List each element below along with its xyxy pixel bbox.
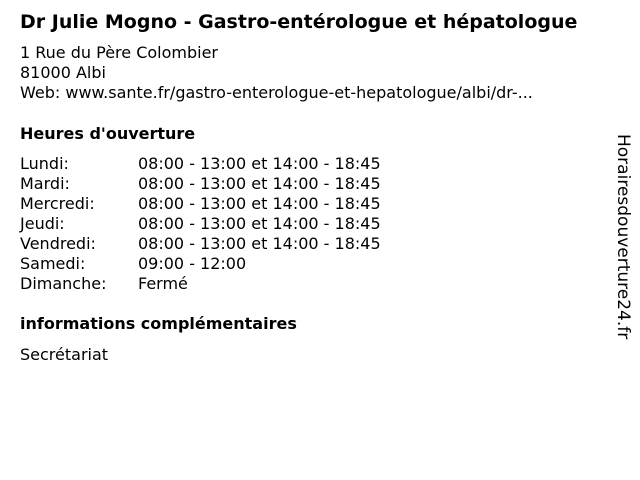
time-value: 08:00 - 13:00 et 14:00 - 18:45: [138, 174, 381, 193]
address-block: [20, 43, 533, 103]
address-street: 1 Rue du Père Colombier: [20, 43, 218, 62]
day-label: Dimanche:: [20, 274, 107, 293]
time-value: 09:00 - 12:00: [138, 254, 247, 273]
additional-info-text: Secrétariat: [20, 345, 109, 364]
opening-hours-heading: Heures d'ouverture: [20, 124, 196, 143]
page-title: Dr Julie Mogno - Gastro-entérologue et hépatologue: [20, 11, 578, 33]
address-city: 81000 Albi: [20, 63, 106, 82]
day-label: Lundi:: [20, 154, 69, 173]
address-web-link[interactable]: Web: www.sante.fr/gastro-enterologue-et-hepatologue/albi/dr-...: [20, 83, 533, 102]
time-value: 08:00 - 13:00 et 14:00 - 18:45: [138, 154, 381, 173]
time-value: Fermé: [138, 274, 188, 293]
day-label: Mardi:: [20, 174, 70, 193]
day-label: Mercredi:: [20, 194, 95, 213]
day-label: Samedi:: [20, 254, 86, 273]
day-label: Vendredi:: [20, 234, 96, 253]
day-label: Jeudi:: [20, 214, 65, 233]
time-value: 08:00 - 13:00 et 14:00 - 18:45: [138, 194, 381, 213]
additional-info-heading: informations complémentaires: [20, 314, 297, 333]
time-value: 08:00 - 13:00 et 14:00 - 18:45: [138, 234, 381, 253]
time-value: 08:00 - 13:00 et 14:00 - 18:45: [138, 214, 381, 233]
site-watermark: Horairesdouverture24.fr: [613, 134, 633, 340]
